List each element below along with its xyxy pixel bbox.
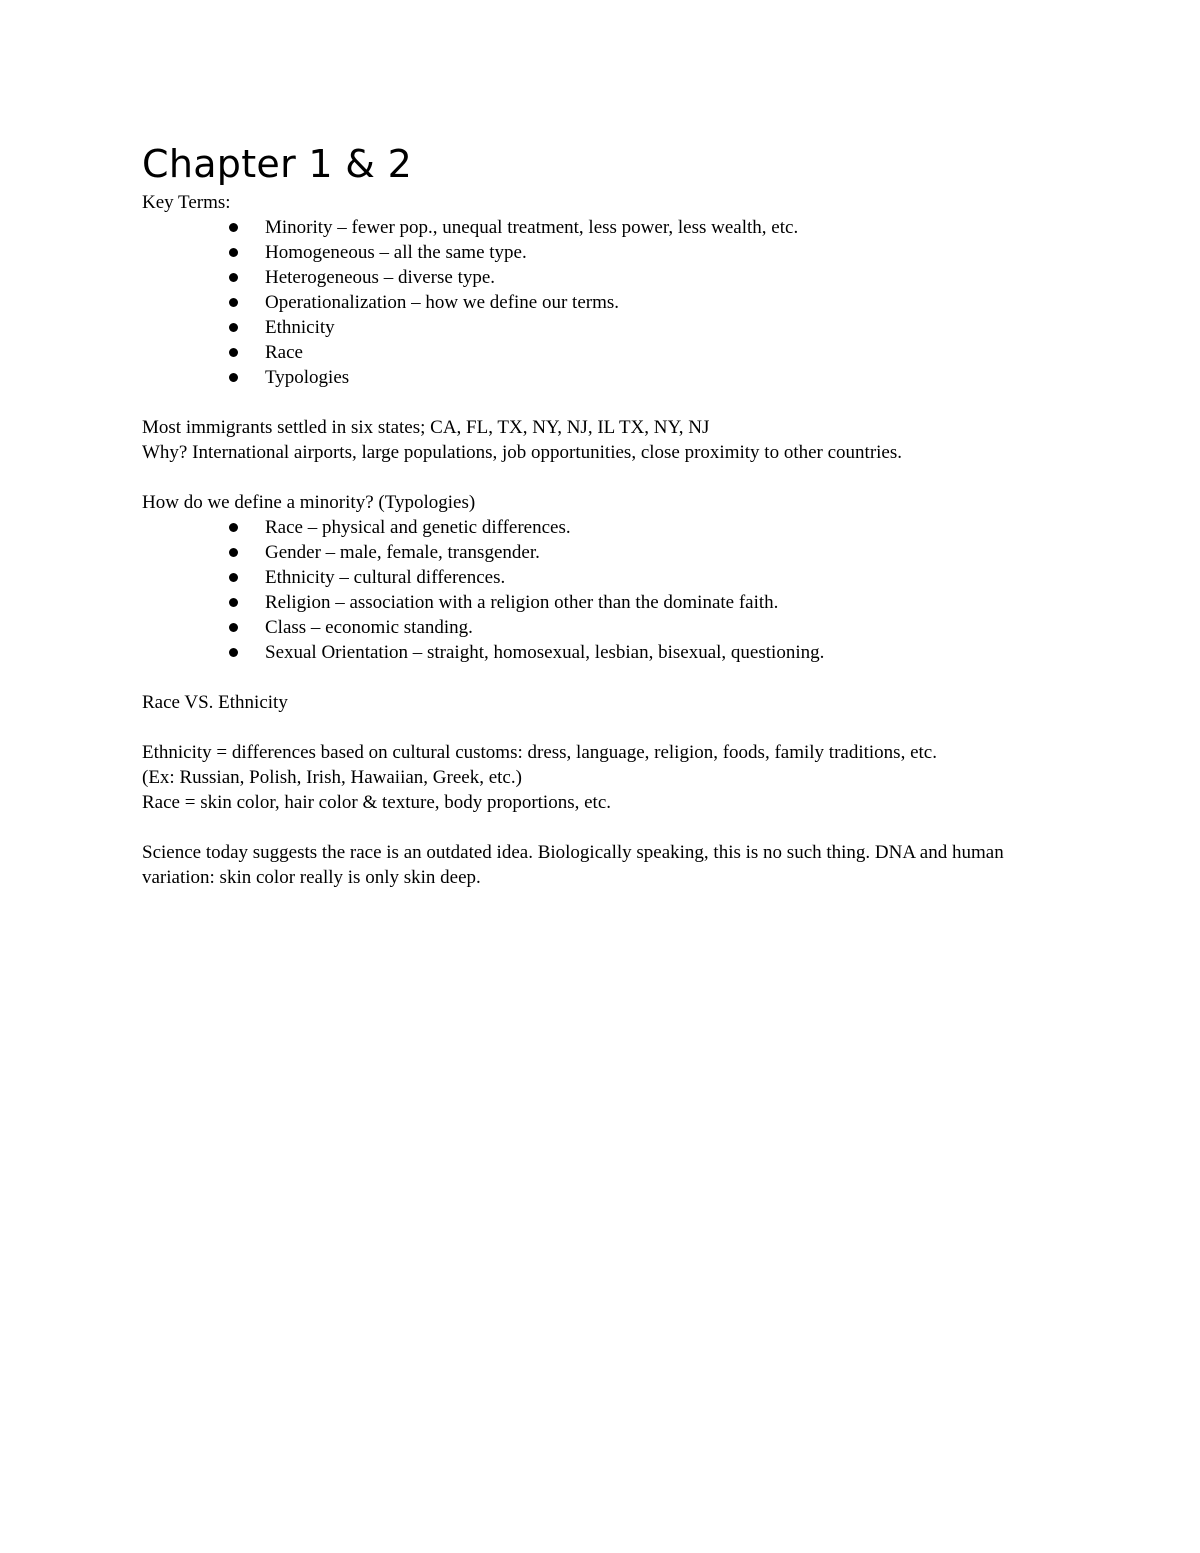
list-item-text: Race [265, 342, 303, 363]
bullet-icon [229, 523, 238, 532]
list-item [265, 590, 1072, 615]
typologies-list [142, 515, 1072, 665]
list-item-text: Homogeneous – all the same type. [265, 242, 527, 263]
bullet-icon [229, 548, 238, 557]
list-item [265, 640, 1072, 665]
key-terms-heading: Key Terms: [142, 192, 231, 213]
bullet-icon [229, 298, 238, 307]
bullet-icon [229, 348, 238, 357]
list-item [265, 615, 1072, 640]
immigrants-line: Most immigrants settled in six states; CA, FL, TX, NY, NJ, IL TX, NY, NJ [142, 417, 710, 438]
bullet-icon [229, 648, 238, 657]
list-item [265, 315, 1072, 340]
list-item [265, 290, 1072, 315]
list-item-text: Race – physical and genetic differences. [265, 517, 571, 538]
list-item-text: Sexual Orientation – straight, homosexual, lesbian, bisexual, questioning. [265, 642, 825, 663]
bullet-icon [229, 223, 238, 232]
document-title: Chapter 1 & 2 [142, 142, 413, 186]
bullet-icon [229, 373, 238, 382]
list-item-text: Ethnicity [265, 317, 335, 338]
list-item-text: Ethnicity – cultural differences. [265, 567, 506, 588]
list-item-text: Heterogeneous – diverse type. [265, 267, 496, 288]
document-page [142, 138, 1072, 890]
bullet-icon [229, 598, 238, 607]
why-line: Why? International airports, large populations, job opportunities, close proximity to other countries. [142, 442, 903, 463]
bullet-icon [229, 323, 238, 332]
spacer [142, 665, 1072, 690]
list-item-text: Minority – fewer pop., unequal treatment, less power, less wealth, etc. [265, 217, 799, 238]
list-item [265, 340, 1072, 365]
bullet-icon [229, 273, 238, 282]
spacer [142, 815, 1072, 840]
key-terms-list [142, 215, 1072, 390]
ethnicity-definition: Ethnicity = differences based on cultural customs: dress, language, religion, foods, family traditions, etc. [142, 742, 937, 763]
list-item-text: Class – economic standing. [265, 617, 473, 638]
list-item-text: Operationalization – how we define our terms. [265, 292, 620, 313]
science-paragraph: Science today suggests the race is an outdated idea. Biologically speaking, this is no such thing. DNA and human variation: skin color really is only skin deep. [142, 842, 1004, 888]
list-item [265, 565, 1072, 590]
ethnicity-examples: (Ex: Russian, Polish, Irish, Hawaiian, Greek, etc.) [142, 767, 522, 788]
list-item [265, 540, 1072, 565]
list-item [265, 240, 1072, 265]
list-item [265, 265, 1072, 290]
race-vs-ethnicity-heading: Race VS. Ethnicity [142, 692, 288, 713]
race-definition: Race = skin color, hair color & texture, body proportions, etc. [142, 792, 611, 813]
list-item [265, 215, 1072, 240]
spacer [142, 390, 1072, 415]
spacer [142, 465, 1072, 490]
bullet-icon [229, 623, 238, 632]
bullet-icon [229, 573, 238, 582]
spacer [142, 715, 1072, 740]
bullet-icon [229, 248, 238, 257]
list-item-text: Gender – male, female, transgender. [265, 542, 540, 563]
list-item [265, 515, 1072, 540]
list-item [265, 365, 1072, 390]
minority-question: How do we define a minority? (Typologies) [142, 492, 476, 513]
list-item-text: Typologies [265, 367, 350, 388]
list-item-text: Religion – association with a religion other than the dominate faith. [265, 592, 779, 613]
